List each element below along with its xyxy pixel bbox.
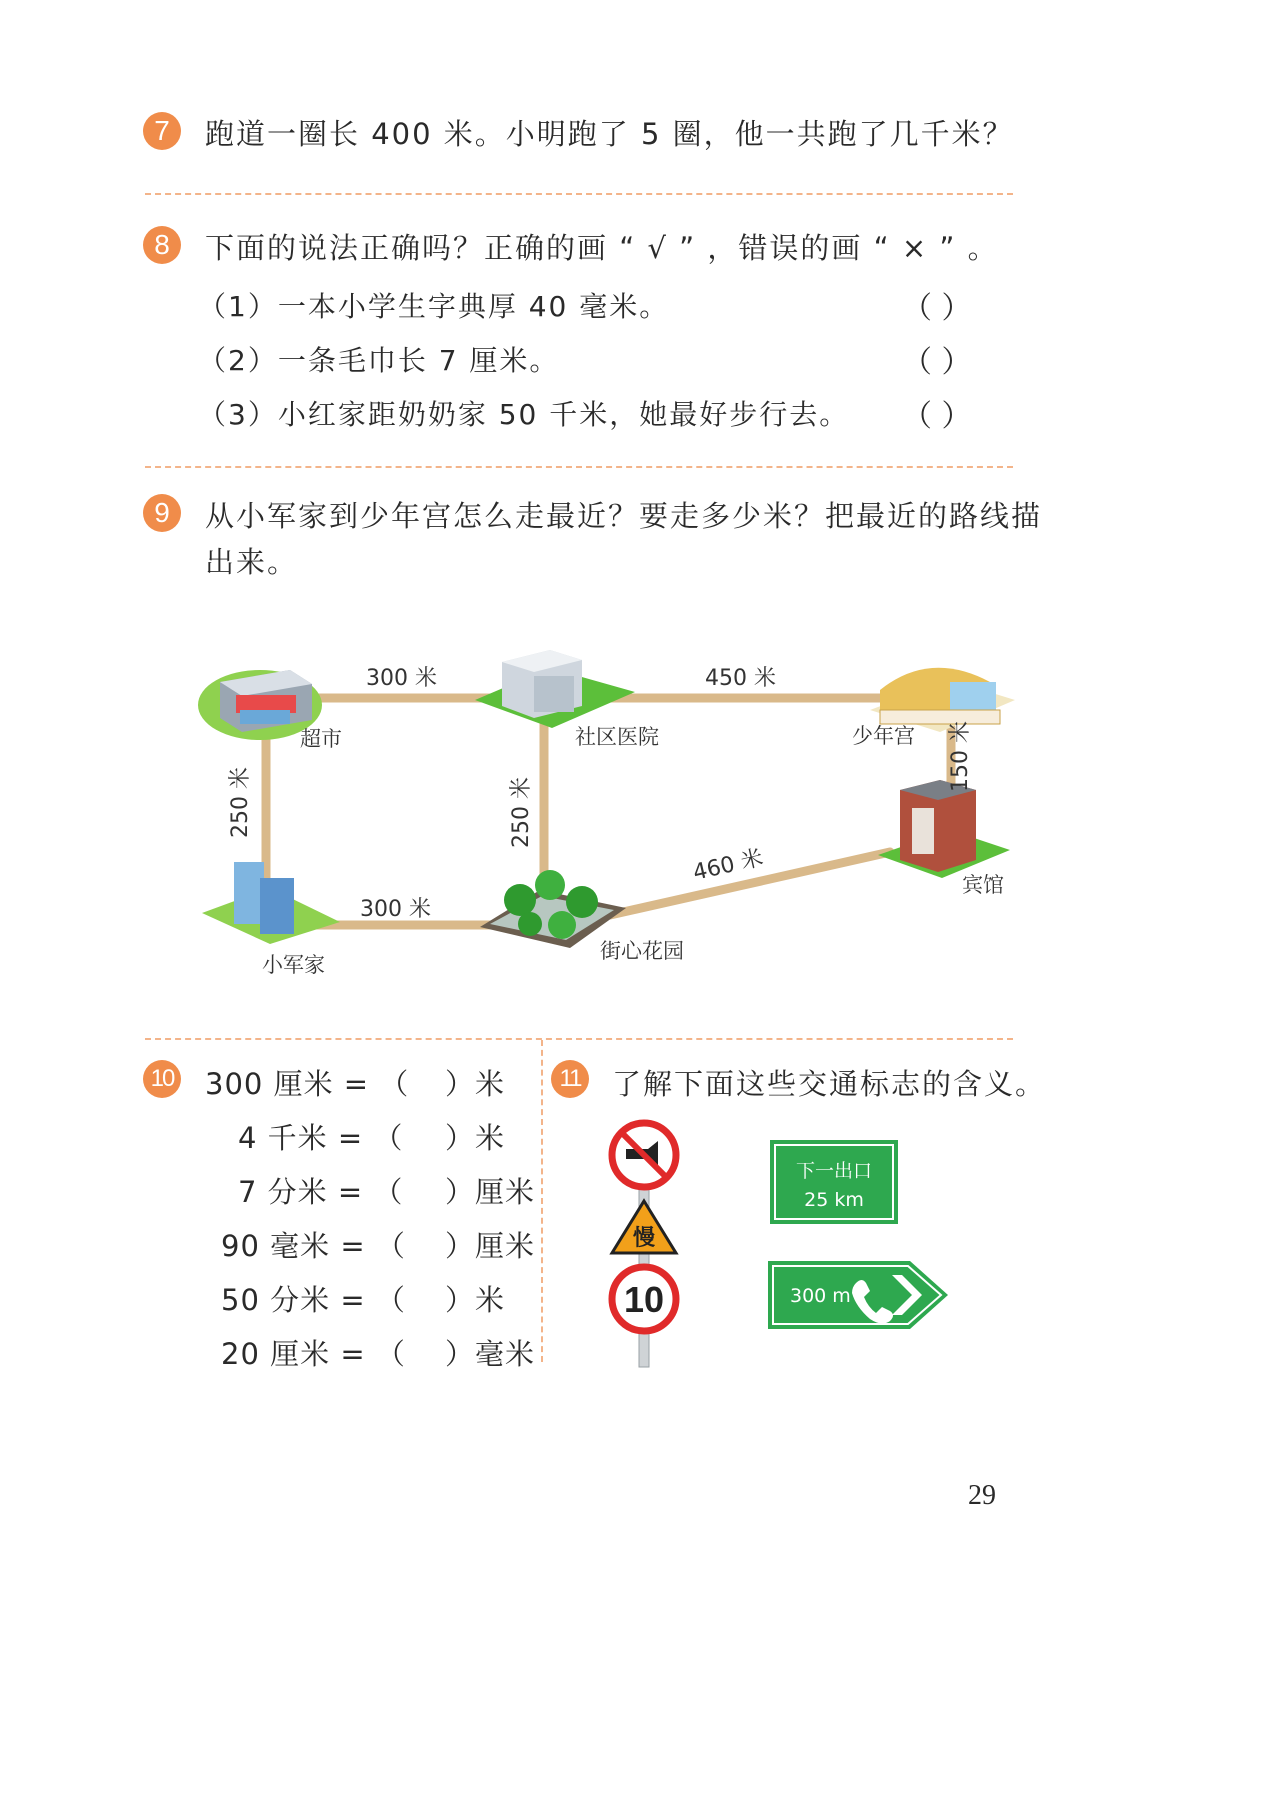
distance-supermarket-hospital: 300 米 xyxy=(366,666,437,691)
home-building xyxy=(202,862,340,944)
question-number-11: 11 xyxy=(551,1060,589,1098)
traffic-signs xyxy=(600,1115,960,1370)
section-divider xyxy=(145,193,1013,195)
question-number-10: 10 xyxy=(143,1060,181,1098)
question-number-7: 7 xyxy=(143,112,181,150)
label-hotel: 宾馆 xyxy=(962,873,1004,897)
column-divider xyxy=(541,1040,543,1362)
page-number: 29 xyxy=(968,1480,996,1511)
question-9-text-line2: 出来。 xyxy=(205,545,299,579)
question-8-item-1: （1）一本小学生字典厚 40 毫米。 xyxy=(198,290,670,323)
youth-palace-building xyxy=(870,668,1015,732)
question-7-text: 跑道一圈长 400 米。小明跑了 5 圈，他一共跑了几千米？ xyxy=(205,117,1014,151)
conversion-right-3: ）厘米 xyxy=(445,1175,536,1209)
distance-supermarket-home: 250 米 xyxy=(228,767,253,838)
distance-home-garden: 300 米 xyxy=(360,897,431,922)
label-hospital: 社区医院 xyxy=(575,725,659,749)
conversion-right-2: ）米 xyxy=(445,1121,506,1155)
label-supermarket: 超市 xyxy=(300,727,342,751)
hotel-building xyxy=(878,780,1010,878)
label-home: 小军家 xyxy=(262,953,325,977)
question-number-9: 9 xyxy=(143,494,181,532)
label-garden: 街心花园 xyxy=(600,939,684,963)
speed-limit-sign xyxy=(612,1267,676,1331)
conversion-left-3: 7 分米 = （ xyxy=(238,1175,404,1209)
hospital-building xyxy=(475,650,635,728)
conversion-left-2: 4 千米 = （ xyxy=(238,1121,404,1155)
conversion-right-6: ）毫米 xyxy=(445,1337,536,1371)
conversion-left-4: 90 毫米 = （ xyxy=(221,1229,406,1263)
answer-paren-3[interactable]: （ ） xyxy=(902,399,972,434)
exit-sign-line1: 下一出口 xyxy=(795,1160,873,1182)
question-8-item-2: （2）一条毛巾长 7 厘米。 xyxy=(198,344,560,377)
distance-hospital-garden: 250 米 xyxy=(509,777,534,848)
conversion-left-5: 50 分米 = （ xyxy=(221,1283,406,1317)
question-8-item-3: （3）小红家距奶奶家 50 千米，她最好步行去。 xyxy=(198,398,850,431)
exit-sign-line2: 25 km xyxy=(804,1189,864,1211)
distance-garden-hotel: 460 米 xyxy=(690,845,766,886)
section-divider xyxy=(145,1038,1013,1040)
section-divider xyxy=(145,466,1013,468)
phone-distance-text: 300 m xyxy=(790,1285,851,1307)
garden xyxy=(480,870,626,948)
route-map xyxy=(190,640,1030,1000)
distance-hospital-palace: 450 米 xyxy=(705,666,776,691)
conversion-right-1: ）米 xyxy=(445,1067,506,1101)
conversion-right-5: ）米 xyxy=(445,1283,506,1317)
conversion-left-1: 300 厘米 = （ xyxy=(205,1067,410,1101)
distance-palace-hotel: 150 米 xyxy=(948,721,973,792)
question-9-text-line1: 从小军家到少年宫怎么走最近？要走多少米？把最近的路线描 xyxy=(205,499,1043,533)
speed-limit-text: 10 xyxy=(623,1279,665,1320)
answer-paren-2[interactable]: （ ） xyxy=(902,345,972,380)
slow-sign-text: 慢 xyxy=(632,1226,656,1251)
conversion-left-6: 20 厘米 = （ xyxy=(221,1337,406,1371)
answer-paren-1[interactable]: （ ） xyxy=(902,291,972,326)
label-youth-palace: 少年宫 xyxy=(852,724,915,748)
conversion-right-4: ）厘米 xyxy=(445,1229,536,1263)
question-8-text: 下面的说法正确吗？正确的画 “ √ ” ，错误的画 “ × ” 。 xyxy=(205,231,999,265)
question-number-8: 8 xyxy=(143,226,181,264)
phone-direction-sign xyxy=(768,1261,948,1329)
next-exit-sign xyxy=(770,1140,898,1224)
slow-warning-sign xyxy=(612,1201,676,1253)
question-11-text: 了解下面这些交通标志的含义。 xyxy=(612,1067,1047,1101)
no-horn-sign-icon xyxy=(612,1123,676,1187)
